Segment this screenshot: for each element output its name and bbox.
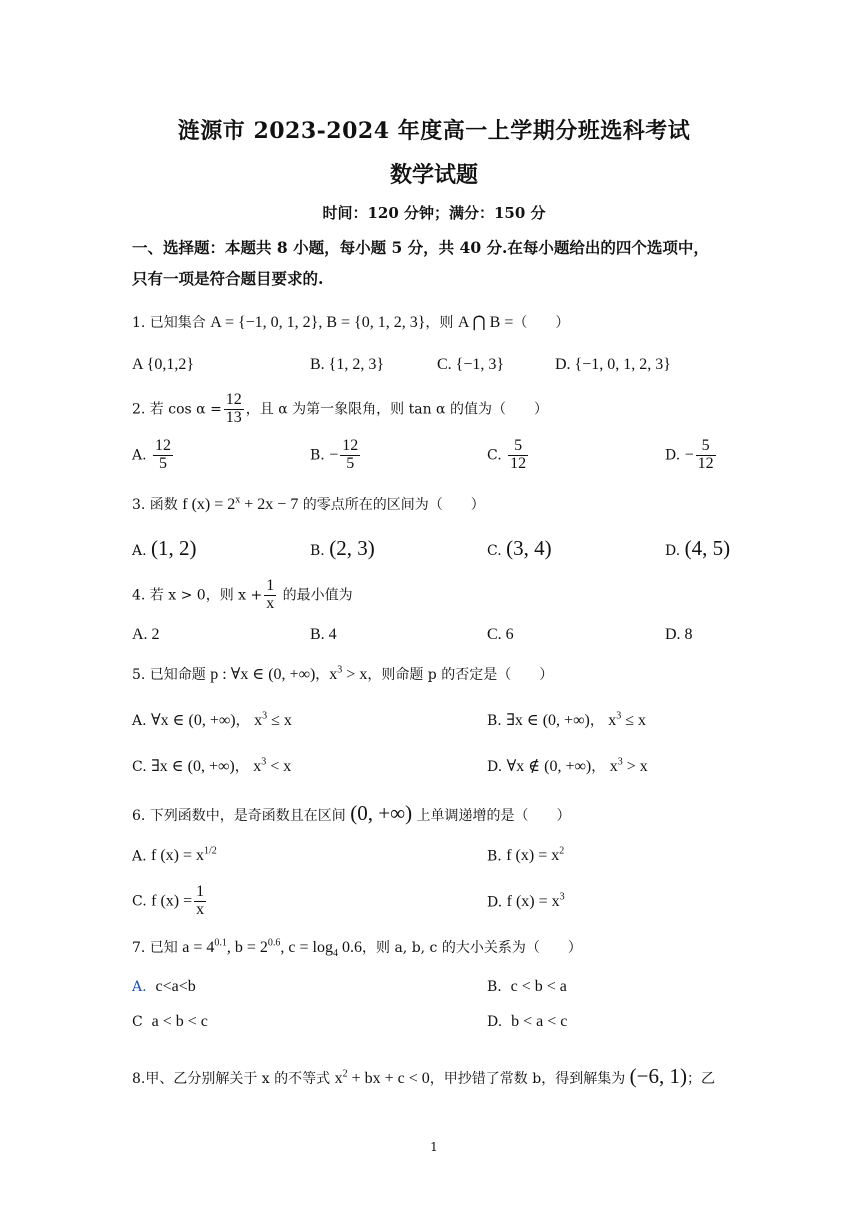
question-6: 6. 下列函数中，是奇函数且在区间 (0, +∞) 上单调递增的是（ ） <box>132 801 571 825</box>
section-heading <box>132 232 752 294</box>
question-7: 7. 已知 $a = 4^{0.1}$, $b = 2^{0.6}$, $c = \log_4 0.6$，则 a, b, c 的大小关系为（ ） <box>132 937 582 960</box>
q8-interval: (−6, 1) <box>629 1064 687 1088</box>
q1-suffix: （ ） <box>513 315 570 331</box>
q2-fraction: $\frac{12}{13}$ <box>225 391 242 426</box>
question-1 <box>132 312 569 332</box>
q1-prefix: 1. 已知集合 <box>132 315 211 331</box>
q6-option-b: B. f $(x) = x^2$ <box>487 846 565 865</box>
q2-option-c: C. $\frac{5}{12}$ <box>487 437 527 472</box>
question-5: 5. 已知命题 p : ∀x ∈ (0, +∞)，$x^3 > x$，则命题 p 的否定是（ ） <box>132 664 554 683</box>
q2-option-a: A. $\frac{12}{5}$ <box>132 437 172 472</box>
q5-option-a: A. ∀x ∈ (0, +∞)， $x^3 \le x$ <box>132 710 292 729</box>
q6-interval: (0, +∞) <box>350 801 413 825</box>
q5-option-d: D. ∀x ∉ (0, +∞)， $x^3 > x$ <box>487 756 648 775</box>
q2-option-b: B. − $\frac{12}{5}$ <box>310 437 359 472</box>
q5-domain: p : ∀x ∈ (0, +∞) <box>210 666 316 683</box>
q7-option-c: C a < b < c <box>132 1013 208 1030</box>
q3-option-a: A. (1, 2) <box>132 536 197 560</box>
q6-option-c: C. f (x) = $\frac{1}{x}$ <box>132 883 205 918</box>
q7-values: $a = 4^{0.1}$, $b = 2^{0.6}$, $c = \log_4 0.6$ <box>182 937 362 960</box>
q3-suffix: 的零点所在的区间为（ ） <box>298 497 485 513</box>
exam-subtitle: 数学试题 <box>389 162 478 188</box>
q7-option-d: D. b < a < c <box>487 1013 568 1030</box>
q1-option-d: D. {−1, 0, 1, 2, 3} <box>555 356 671 373</box>
section-heading-line1: 一、选择题：本题共 8 小题，每小题 5 分，共 40 分.在每小题给出的四个选项中， <box>132 238 709 257</box>
q3-option-b: B. (2, 3) <box>310 536 375 560</box>
q4-fraction: $\frac{1}{x}$ <box>266 577 275 612</box>
q1-option-b: B. {1, 2, 3} <box>310 356 385 373</box>
exam-info: 时间：120 分钟；满分：150 分 <box>322 204 546 222</box>
q6-option-d: D. f $(x) = x^3$ <box>487 892 565 911</box>
q5-option-b: B. ∃x ∈ (0, +∞)， $x^3 \le x$ <box>487 710 647 729</box>
question-2 <box>132 392 548 427</box>
q3-prefix: 3. 函数 <box>132 497 183 513</box>
q1-math-intersection: A ⋂ B = <box>457 314 514 331</box>
q3-option-d: D. (4, 5) <box>665 536 731 560</box>
question-3 <box>132 494 485 514</box>
q1-math-sets: A = {−1, 0, 1, 2}, B = {0, 1, 2, 3} <box>210 314 426 331</box>
q7-option-b: B. c < b < a <box>487 978 567 995</box>
q4-prefix: 4. 若 x > 0，则 x + <box>132 587 263 604</box>
q1-mid: ，则 <box>425 315 458 331</box>
q1-option-a: A {0,1,2} <box>132 356 195 373</box>
q1-option-c: C. {−1, 3} <box>437 356 505 373</box>
section-heading-line2: 只有一项是符合题目要求的. <box>132 269 324 288</box>
exam-title: 涟源市 2023-2024 年度高一上学期分班选科考试 <box>177 118 691 144</box>
q3-option-c: C. (3, 4) <box>487 536 552 560</box>
q4-suffix: 的最小值为 <box>278 587 353 604</box>
q2-option-d: D. − $\frac{5}{12}$ <box>665 437 714 472</box>
page-number: 1 <box>430 1140 438 1154</box>
q5-inequality: $x^3 > x$ <box>329 664 368 683</box>
q2-suffix: ，且 α 为第一象限角，则 tan α 的值为（ ） <box>245 401 548 418</box>
question-8: 8.甲、乙分别解关于 x 的不等式 $x^2$ + bx + c < 0，甲抄错了常数 b，得到解集为 (−6, 1)；乙 <box>132 1064 715 1088</box>
q8-inequality: $x^2$ + bx + c < 0 <box>334 1068 430 1087</box>
q4-option-b: B. 4 <box>310 626 337 643</box>
q3-function: f $(x) = 2^x + 2x - 7$ <box>182 494 299 513</box>
q7-option-a: A. c<a<b <box>132 978 196 995</box>
q4-option-d: D. 8 <box>665 626 693 643</box>
question-4 <box>132 578 353 613</box>
q2-prefix: 2. 若 cos α = <box>132 401 222 418</box>
q5-option-c: C. ∃x ∈ (0, +∞)， $x^3 < x$ <box>132 756 292 775</box>
q6-option-a: A. f $(x) = x^{1/2}$ <box>132 846 217 865</box>
q4-option-c: C. 6 <box>487 626 514 643</box>
q4-option-a: A. 2 <box>132 626 160 643</box>
